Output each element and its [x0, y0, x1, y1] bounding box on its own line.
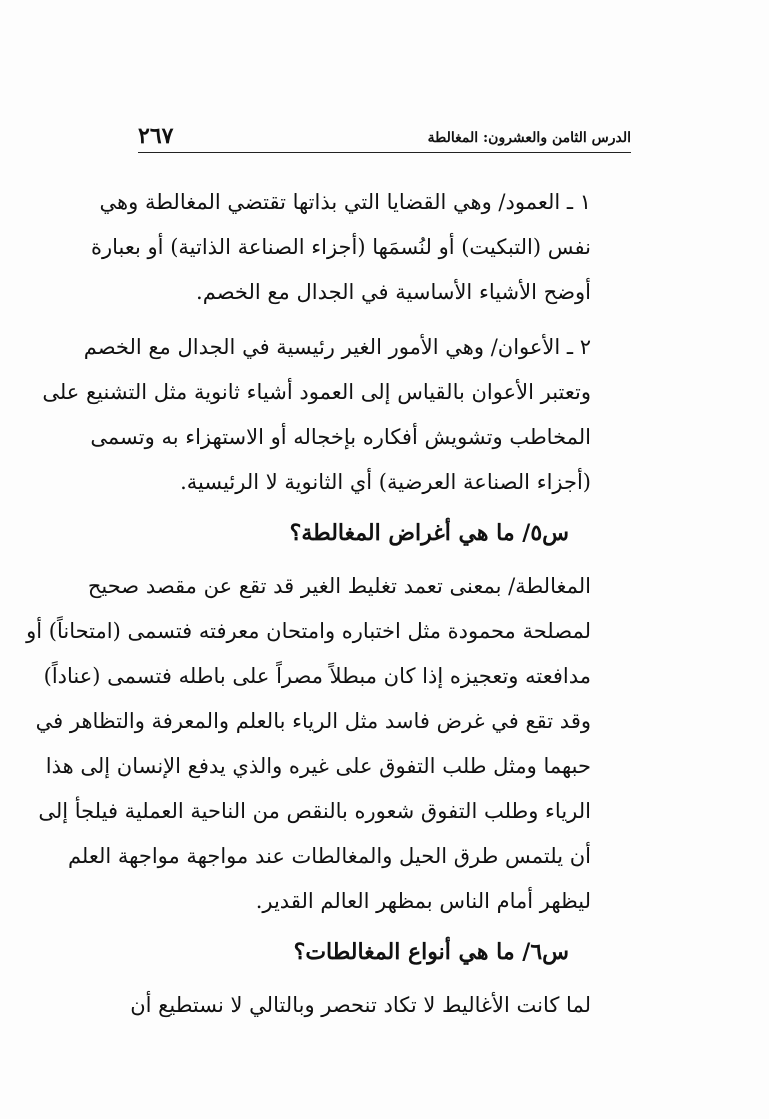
text-line: حبهما ومثل طلب التفوق على غيره والذي يدفع الإنسان إلى هذا: [45, 754, 591, 778]
text-line: ليظهر أمام الناس بمظهر العالم القدير.: [255, 889, 591, 913]
text-line: لما كانت الأغاليط لا تكاد تنحصر وبالتالي لا نستطيع أن: [130, 993, 591, 1017]
text-line: الرياء وطلب التفوق شعوره بالنقص من الناحية العملية فيلجأ إلى: [38, 799, 591, 823]
chapter-title: الدرس الثامن والعشرون: المغالطة: [427, 130, 631, 146]
question-heading-5: س٥/ ما هي أغراض المغالطة؟: [289, 520, 569, 546]
paragraph-types: [130, 983, 631, 1028]
text-line: ١ ـ العمود/ وهي القضايا التي بذاتها تقتضي المغالطة وهي: [99, 190, 591, 214]
running-header: [138, 118, 631, 153]
paragraph-pillars: [91, 180, 631, 315]
text-line: نفس (التبكيت) أو لنُسمَها (أجزاء الصناعة الذاتية) أو بعبارة: [91, 235, 591, 259]
text-line: (أجزاء الصناعة العرضية) أي الثانوية لا الرئيسية.: [180, 470, 591, 494]
paragraph-purposes: [26, 564, 631, 924]
text-line: لمصلحة محمودة مثل اختباره وامتحان معرفته فتسمى (امتحاناً) أو: [26, 619, 591, 643]
page-body: [26, 180, 631, 1028]
page-number: ٢٦٧: [138, 123, 174, 149]
text-line: وقد تقع في غرض فاسد مثل الرياء بالعلم والمعرفة والتظاهر في: [35, 709, 591, 733]
text-line: أوضح الأشياء الأساسية في الجدال مع الخصم.: [196, 280, 591, 304]
text-line: ٢ ـ الأعوان/ وهي الأمور الغير رئيسية في الجدال مع الخصم: [83, 335, 591, 359]
text-line: مدافعته وتعجيزه إذا كان مبطلاً مصراً على باطله فتسمى (عناداً): [43, 664, 591, 688]
paragraph-aids: [42, 325, 631, 505]
text-line: المغالطة/ بمعنى تعمد تغليط الغير قد تقع عن مقصد صحيح: [87, 574, 591, 598]
text-line: وتعتبر الأعوان بالقياس إلى العمود أشياء ثانوية مثل التشنيع على: [42, 380, 591, 404]
text-line: المخاطب وتشويش أفكاره بإخجاله أو الاستهزاء به وتسمى: [90, 425, 591, 449]
text-line: أن يلتمس طرق الحيل والمغالطات عند مواجهة مواجهة العلم: [67, 844, 591, 868]
question-heading-6: س٦/ ما هي أنواع المغالطات؟: [293, 939, 569, 965]
